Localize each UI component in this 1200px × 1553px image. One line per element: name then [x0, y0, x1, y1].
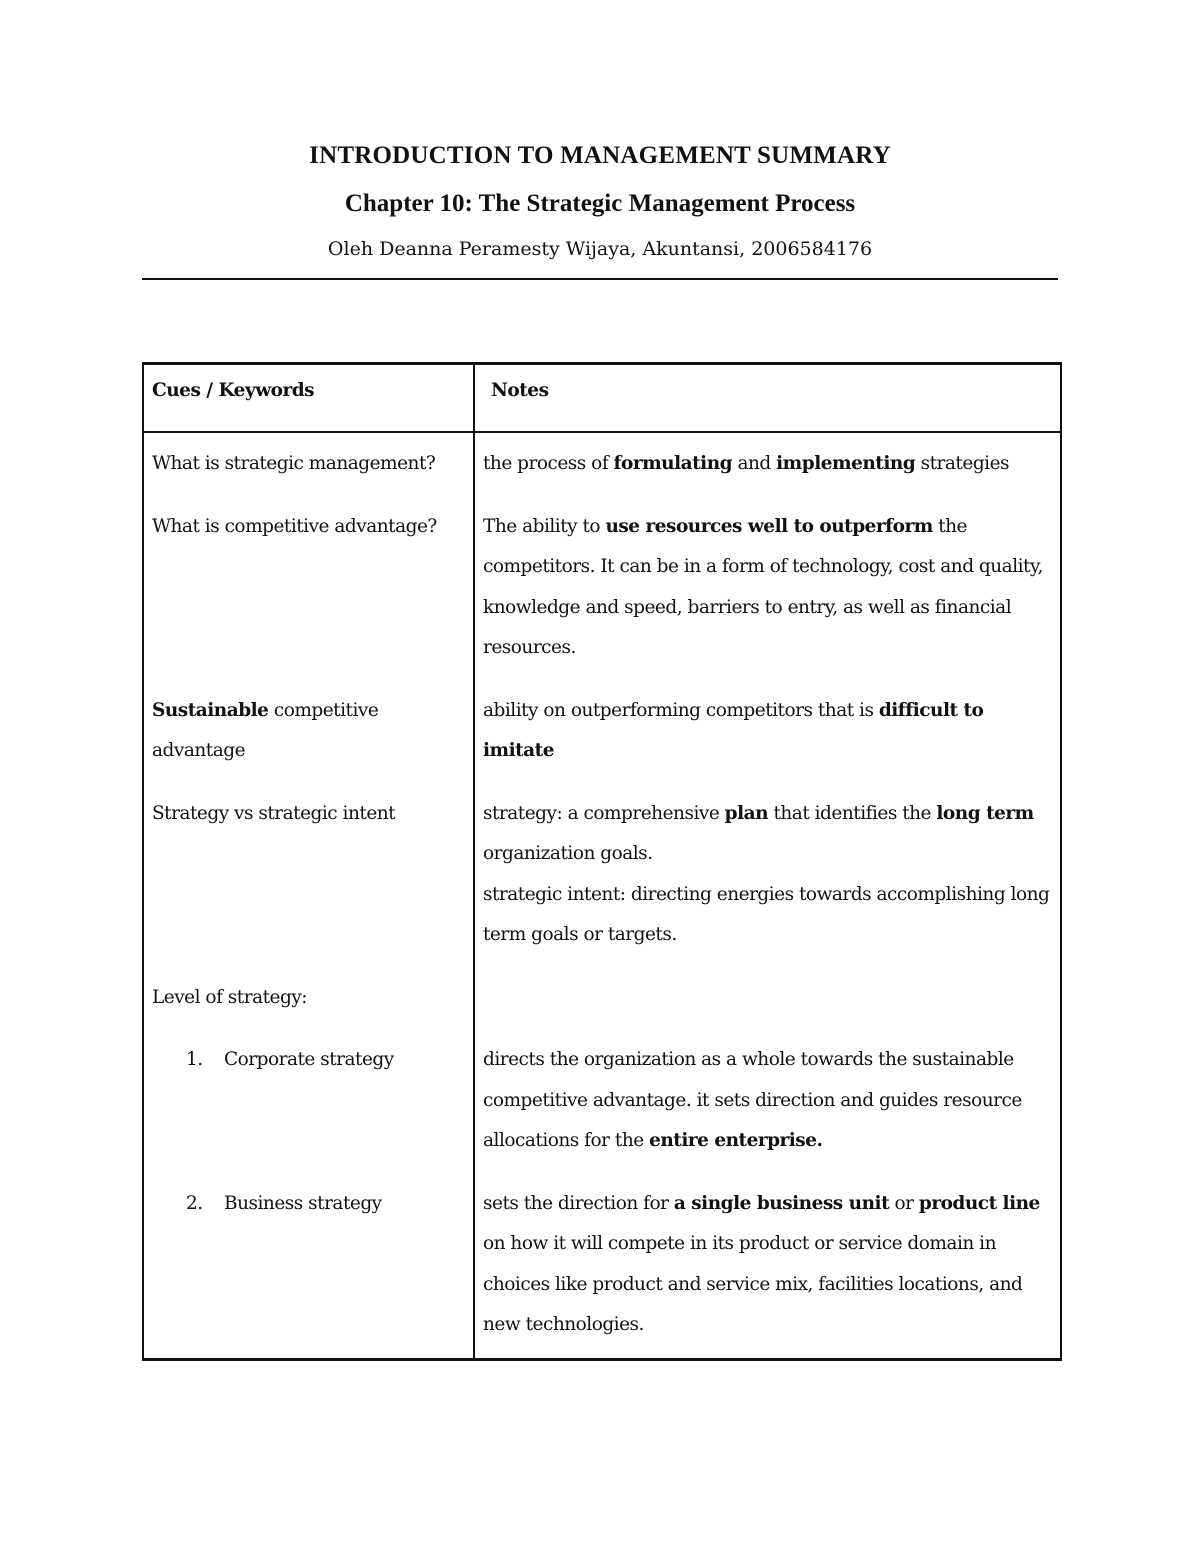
note-emphasis: implementing: [776, 453, 916, 474]
cue-text: Level of strategy:: [152, 986, 308, 1008]
cornell-notes-table: [142, 362, 1062, 1361]
cue-cell: [143, 783, 474, 967]
note-emphasis: use resources well to outperform: [605, 515, 933, 537]
note-text: on how it will compete in its product or service domain in choices like product and service mix, facilities locations, and new technologies.: [483, 1233, 1023, 1335]
note-emphasis: long term: [936, 802, 1034, 824]
table-row: [143, 967, 1061, 1030]
table-row: [143, 680, 1061, 783]
cue-text: What is competitive advantage?: [152, 515, 437, 537]
cue-cell: [143, 967, 474, 1030]
cue-cell: [143, 680, 474, 783]
cue-emphasis: Sustainable: [152, 699, 269, 721]
cue-cell: [143, 1173, 474, 1360]
list-number: 2.: [186, 1192, 203, 1214]
note-text: The ability to: [483, 515, 606, 537]
cue-text: Corporate strategy: [224, 1049, 394, 1070]
note-cell: [474, 680, 1061, 783]
note-cell: [474, 1173, 1061, 1360]
note-cell: [474, 496, 1061, 680]
note-text: strategic intent: directing energies towards accomplishing long term goals or targets.: [483, 883, 1050, 945]
note-cell: [474, 1029, 1061, 1173]
list-number: 1.: [186, 1049, 203, 1070]
note-emphasis: product line: [918, 1192, 1040, 1214]
table-header-row: [143, 364, 1061, 433]
horizontal-divider: [142, 278, 1058, 280]
note-text: ability on outperforming competitors that is: [483, 699, 879, 721]
cue-cell: [143, 432, 474, 496]
note-cell: [474, 432, 1061, 496]
note-text: sets the direction for: [483, 1192, 674, 1214]
table-row: [143, 783, 1061, 967]
table-row: [143, 1173, 1061, 1360]
note-text: the process of: [483, 453, 614, 474]
table-row: [143, 1029, 1061, 1173]
note-text: strategies: [915, 453, 1010, 474]
note-text: or: [889, 1192, 919, 1214]
cue-text: What is strategic management?: [152, 453, 436, 474]
note-text: organization goals.: [483, 843, 653, 864]
document-title: INTRODUCTION TO MANAGEMENT SUMMARY: [309, 142, 891, 169]
table-row: [143, 496, 1061, 680]
cues-column-header: Cues / Keywords: [143, 364, 474, 433]
note-emphasis: difficult to imitate: [483, 699, 984, 761]
notes-column-header: Notes: [474, 364, 1061, 433]
note-emphasis: formulating: [613, 453, 733, 474]
note-cell: [474, 967, 1061, 1030]
cue-text: Business strategy: [224, 1192, 382, 1214]
cue-cell: [143, 1029, 474, 1173]
note-text: the competitors. It can be in a form of technology, cost and quality, knowledge and speed, barriers to entry, as well as financial resources.: [483, 515, 1043, 658]
note-text: strategy: a comprehensive: [483, 802, 725, 824]
cue-text: Strategy vs strategic intent: [152, 802, 396, 824]
note-emphasis: a single business unit: [673, 1192, 890, 1214]
chapter-subtitle: Chapter 10: The Strategic Management Process: [344, 190, 856, 217]
table-row: [143, 432, 1061, 496]
cue-text: competitive advantage: [152, 699, 379, 761]
note-text: and: [732, 453, 777, 474]
note-cell: [474, 783, 1061, 967]
cue-cell: [143, 496, 474, 680]
note-text: directs the organization as a whole towards the sustainable competitive advantage. it sets direction and guides resource allocations for the: [483, 1049, 1022, 1151]
note-emphasis: entire enterprise.: [649, 1130, 823, 1151]
note-emphasis: plan: [724, 802, 769, 824]
author-line: Oleh Deanna Peramesty Wijaya, Akuntansi, 2006584176: [327, 238, 873, 260]
note-text: that identifies the: [768, 802, 937, 824]
